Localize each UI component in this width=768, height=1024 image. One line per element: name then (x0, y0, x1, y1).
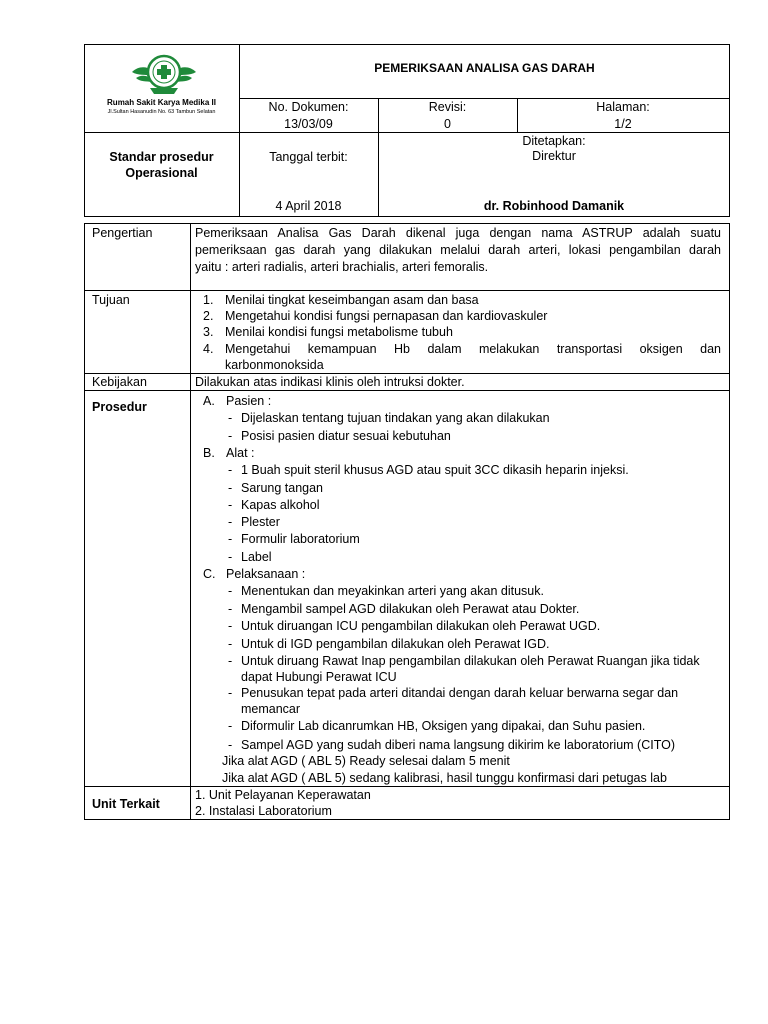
prosedur-item: Label (241, 550, 272, 564)
ditetapkan-label: Ditetapkan: (522, 134, 586, 148)
bullet-dash: - (228, 498, 233, 512)
bullet-dash: - (228, 584, 233, 598)
document-title: PEMERIKSAAN ANALISA GAS DARAH (374, 61, 595, 75)
section-title: Pasien : (226, 394, 272, 408)
prosedur-item-cont: dapat Hubungi Perawat ICU (241, 670, 397, 684)
tujuan-item-cont: karbonmonoksida (225, 358, 324, 372)
prosedur-item: Untuk diruangan ICU pengambilan dilakukan oleh Perawat UGD. (241, 619, 601, 633)
bullet-dash: - (228, 463, 233, 477)
tujuan-item: Mengetahui kemampuan Hb dalam melakukan transportasi oksigen dan (225, 342, 721, 356)
bullet-dash: - (228, 719, 233, 733)
bullet-dash: - (228, 515, 233, 529)
tujuan-num: 4. (203, 342, 214, 356)
section-title: Alat : (226, 446, 255, 460)
bullet-dash: - (228, 619, 233, 633)
hospital-address: Jl.Sultan Hasanudin No. 63 Tambun Selatan (107, 109, 216, 115)
kebijakan-label: Kebijakan (92, 375, 147, 389)
prosedur-item: Menentukan dan meyakinkan arteri yang akan ditusuk. (241, 584, 544, 598)
prosedur-item: Penusukan tepat pada arteri ditandai dengan darah keluar berwarna segar dan (241, 686, 679, 700)
bullet-dash: - (228, 637, 233, 651)
tujuan-item: Mengetahui kondisi fungsi pernapasan dan kardiovaskuler (225, 309, 548, 323)
prosedur-item: Untuk di IGD pengambilan dilakukan oleh Perawat IGD. (241, 637, 550, 651)
prosedur-item: Diformulir Lab dicanrumkan HB, Oksigen yang dipakai, dan Suhu pasien. (241, 719, 646, 733)
pengertian-line: Pemeriksaan Analisa Gas Darah dikenal juga dengan nama ASTRUP adalah suatu (195, 226, 721, 240)
halaman-label: Halaman: (596, 100, 650, 114)
halaman-value: 1/2 (614, 117, 632, 131)
prosedur-item: Sampel AGD yang sudah diberi nama langsung dikirim ke laboratorium (CITO) (241, 738, 675, 752)
ditetapkan-role: Direktur (532, 149, 576, 163)
pengertian-line: pemeriksaan gas darah yang dilakukan melalui darah arteri, lokasi pengambilan darah (195, 243, 721, 257)
pengertian-label: Pengertian (92, 226, 153, 240)
prosedur-note: Jika alat AGD ( ABL 5) Ready selesai dalam 5 menit (222, 754, 510, 768)
tanggal-terbit-label: Tanggal terbit: (269, 150, 348, 164)
prosedur-item: Formulir laboratorium (241, 532, 360, 546)
pengertian-line: yaitu : arteri radialis, arteri brachialis, arteri femoralis. (195, 260, 489, 274)
prosedur-item-cont: memancar (241, 702, 301, 716)
unit-terkait-item: 1. Unit Pelayanan Keperawatan (195, 788, 371, 802)
bullet-dash: - (228, 738, 233, 752)
prosedur-item: Mengambil sampel AGD dilakukan oleh Perawat atau Dokter. (241, 602, 580, 616)
prosedur-item: Plester (241, 515, 280, 529)
section-letter: A. (203, 394, 215, 408)
unit-terkait-label: Unit Terkait (92, 797, 160, 811)
hospital-logo (128, 50, 200, 96)
prosedur-item: Dijelaskan tentang tujuan tindakan yang akan dilakukan (241, 411, 550, 425)
bullet-dash: - (228, 686, 233, 700)
bullet-dash: - (228, 602, 233, 616)
tujuan-num: 2. (203, 309, 214, 323)
tanggal-terbit-value: 4 April 2018 (275, 199, 342, 213)
bullet-dash: - (228, 481, 233, 495)
bullet-dash: - (228, 429, 233, 443)
logo-emblem-icon (128, 50, 200, 96)
prosedur-item: Posisi pasien diatur sesuai kebutuhan (241, 429, 451, 443)
revisi-label: Revisi: (428, 100, 467, 114)
bullet-dash: - (228, 411, 233, 425)
prosedur-item: Sarung tangan (241, 481, 324, 495)
prosedur-note: Jika alat AGD ( ABL 5) sedang kalibrasi, hasil tunggu konfirmasi dari petugas lab (222, 771, 667, 785)
prosedur-item: Kapas alkohol (241, 498, 320, 512)
tujuan-num: 3. (203, 325, 214, 339)
prosedur-label: Prosedur (92, 400, 147, 414)
tujuan-num: 1. (203, 293, 214, 307)
tujuan-item: Menilai tingkat keseimbangan asam dan basa (225, 293, 479, 307)
revisi-value: 0 (444, 117, 451, 131)
section-title: Pelaksanaan : (226, 567, 306, 581)
spo-label-line1: Standar prosedur (109, 150, 214, 164)
hospital-name: Rumah Sakit Karya Medika II (107, 98, 216, 107)
spo-label-line2: Operasional (125, 166, 198, 180)
bullet-dash: - (228, 654, 233, 668)
prosedur-item: Untuk diruang Rawat Inap pengambilan dilakukan oleh Perawat Ruangan jika tidak (241, 654, 700, 668)
bullet-dash: - (228, 532, 233, 546)
no-dokumen-label: No. Dokumen: (268, 100, 349, 114)
ditetapkan-name: dr. Robinhood Damanik (483, 199, 625, 213)
kebijakan-text: Dilakukan atas indikasi klinis oleh intruksi dokter. (195, 375, 465, 389)
bullet-dash: - (228, 550, 233, 564)
section-letter: C. (203, 567, 216, 581)
section-letter: B. (203, 446, 215, 460)
tujuan-item: Menilai kondisi fungsi metabolisme tubuh (225, 325, 453, 339)
no-dokumen-value: 13/03/09 (284, 117, 333, 131)
unit-terkait-item: 2. Instalasi Laboratorium (195, 804, 332, 818)
tujuan-label: Tujuan (92, 293, 130, 307)
prosedur-item: 1 Buah spuit steril khusus AGD atau spuit 3CC dikasih heparin injeksi. (241, 463, 629, 477)
